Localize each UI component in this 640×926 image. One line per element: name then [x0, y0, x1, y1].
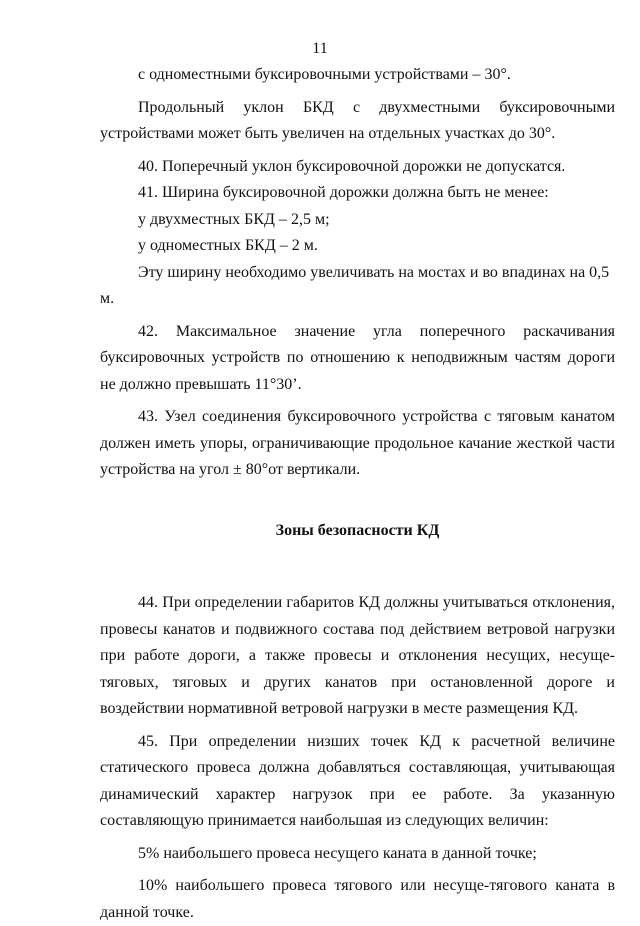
document-body — [100, 62, 615, 926]
width-double: у двухместных БКД – 2,5 м; — [138, 210, 330, 228]
paragraph-40: 40. Поперечный уклон буксировочной дорожки не допускатся. — [138, 157, 566, 175]
paragraph-43: 43. Узел соединения буксировочного устройства с тяговым канатом должен иметь упоры, ограничивающие продольное качание жесткой части устройства на угол ± 80°от вертикали. — [100, 408, 615, 478]
paragraph-2: Продольный уклон БКД с двухместными буксировочными устройствами может быть увеличен на отдельных участках до 30°. — [100, 98, 615, 142]
paragraph-45: 45. При определении низших точек КД к расчетной величине статического провеса должна добавляться составляющая, учитывающая динамический характер нагрузок при ее работе. За указанную составляющую принимается наибольшая из следующих величин: — [100, 732, 615, 829]
sag-5-percent: 5% наибольшего провеса несущего каната в данной точке; — [138, 844, 537, 862]
section-heading: Зоны безопасности КД — [275, 521, 440, 539]
paragraph-42: 42. Максимальное значение угла поперечного раскачивания буксировочных устройств по отношению к неподвижным частям дороги не должно превышать 11°30’. — [100, 322, 615, 393]
width-note: Эту ширину необходимо увеличивать на мостах и во впадинах на 0,5 м. — [100, 263, 610, 307]
paragraph-1: с одноместными буксировочными устройствами – 30°. — [138, 66, 511, 83]
paragraph-41: 41. Ширина буксировочной дорожки должна быть не менее: — [138, 184, 549, 201]
paragraph-44: 44. При определении габаритов КД должны учитываться отклонения, провесы канатов и подвижного состава под действием ветровой нагрузки при работе дороги, а также провесы и отклонения несущих, несуще-тяговых, тяговых и других канатов при остановленной дороге и воздействии нормативной ветровой нагрузки в месте размещения КД. — [100, 594, 615, 717]
sag-10-percent: 10% наибольшего провеса тягового или несуще-тягового каната в данной точке. — [100, 877, 615, 921]
width-single: у одноместных БКД – 2 м. — [138, 237, 318, 254]
page-number: 11 — [312, 40, 328, 57]
